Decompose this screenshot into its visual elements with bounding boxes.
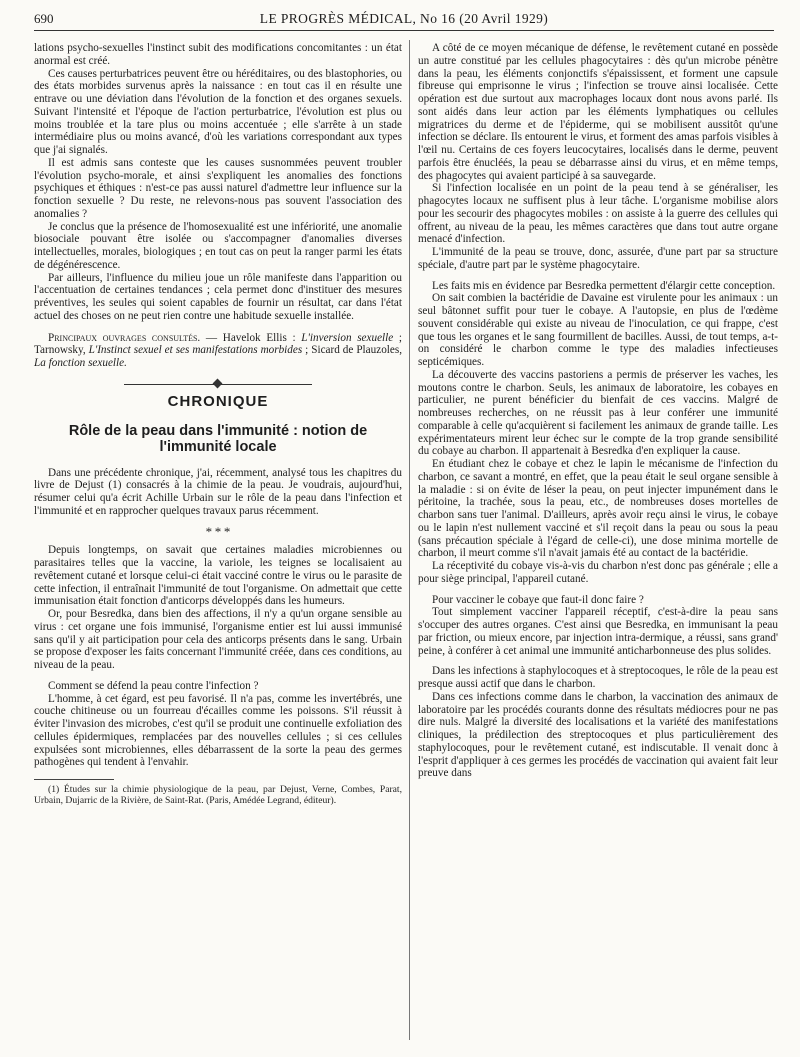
reference-author: — Havelok Ellis : xyxy=(200,331,302,344)
reference-title: L'Instinct sexuel et ses manifestations morbides xyxy=(88,344,303,357)
paragraph: Tout simplement vacciner l'appareil réceptif, c'est-à-dire la peau sans s'occuper des autres organes. C'est ainsi que Besredka, en immunisant la peau par friction, ou mieux encore, par injection intra-dermique, a réussi, sans grand' peine, à conférer à cet animal une immunité anticharbonneuse des plus solides. xyxy=(418,606,778,657)
paragraph: L'homme, à cet égard, est peu favorisé. Il n'a pas, comme les invertébrés, une couche chitineuse ou un fourreau d'écailles comme les poissons. S'il réussit à éviter l'invasion des microbes, c'est qu'il se produit une continuelle exfoliation des cellules épidermiques, remplacées par des nouvelles cellules ; si ces cellules expulsées sont microbiennes, elles débarrassent de la sorte la peau des germes pathogènes qui tendent à l'envahir. xyxy=(34,692,402,769)
page-number: 690 xyxy=(34,11,54,26)
section-heading: CHRONIQUE xyxy=(167,392,269,410)
footnote: (1) Études sur la chimie physiologique de la peau, par Dejust, Verne, Combes, Parat, Urbain, Dujarric de la Rivière, de Saint-Rat. (Paris, Amédée Legrand, éditeur). xyxy=(34,784,402,806)
asterism: * * * xyxy=(205,523,231,539)
paragraph: Or, pour Besredka, dans bien des affections, il n'y a qu'un organe sensible au virus : cet organe une fois immunisé, l'organisme entier est lui aussi immunisé sans qu'il y ait participation pour cela des anticorps présents dans le sang. Urbain se propose d'exposer les faits concernant l'immunité créée, dans ces conditions, au niveau de la peau. xyxy=(34,608,402,671)
paragraph: On sait combien la bactéridie de Davaine est virulente pour les animaux : un seul bâtonnet suffit pour tuer le cobaye. A l'autopsie, en plus de l'œdème souvent considérable qui existe au niveau de l'inoculation, ce qui frappe, c'est que tous les organes et le sang fourmillent de bacilles. Aussi, de tout temps, a-t-on considéré le charbon comme le type des maladies infectieuses septicémiques. xyxy=(418,292,778,368)
paragraph: Il est admis sans conteste que les causes susnommées peuvent troubler l'évolution psycho-morale, et ainsi s'expliquent les anomalies des fonctions psychiques et éthiques : n'est-ce pas aussi naturel d'admettre leur influence sur la fonction sexuelle ? Du reste, ne relevons-nous pas souvent l'association des anomalies ? xyxy=(34,156,402,220)
paragraph: Ces causes perturbatrices peuvent être ou héréditaires, ou des blastophories, ou des états morbides survenus après la naissance : en tout cas il en résulte une entrave ou une déviation dans l'évolution de la fonction et des organes sexuels. Suivant l'intensité et l'époque de l'action perturbatrice, l'évolution est plus ou moins troublée et la tare plus ou moins accentuée ; elle s'arrête à un stade intermédiaire plus ou moins avancé, d'où les variations correspondant aux types que j'ai signalés. xyxy=(34,67,402,156)
paragraph: Si l'infection localisée en un point de la peau tend à se généraliser, les phagocytes locaux ne suffisent plus à leur tâche. L'organisme mobilise alors pour les secourir des phagocytes mobiles : on assiste à la guerre des cellules qui offrent, au niveau de la peau, les mêmes caractères que dans tout autre organe menacé d'infection. xyxy=(418,182,778,246)
running-title: LE PROGRÈS MÉDICAL, No 16 (20 Avril 1929) xyxy=(259,11,549,26)
article-title: Rôle de la peau dans l'immunité : notion de l'immunité locale xyxy=(68,422,368,455)
references xyxy=(34,332,402,370)
question-heading: Comment se défend la peau contre l'infection ? xyxy=(48,679,259,692)
paragraph: L'immunité de la peau se trouve, donc, assurée, d'une part par sa structure spéciale, d'autre part par le système phagocytaire. xyxy=(418,246,778,271)
paragraph: A côté de ce moyen mécanique de défense, le revêtement cutané en possède un autre constitué par les cellules phagocytaires : dès qu'un microbe pénètre dans la peau, les éléments conjonctifs s'épaississent, et forment une capsule fibreuse qui emprisonne le virus ; l'infection se trouve ainsi localisée. Cette opération est due surtout aux macrophages locaux dont nous avons parlé. Ils sont aidés dans leur action par les éléments lymphatiques ou cellules migratrices du derme et de l'épiderme, qui se mobilisent aussitôt qu'une infection se déclare. Ils entourent le virus, et forment des amas parfois visibles à l'œil nu. Certains de ces foyers leucocytaires, localisés dans le derme, peuvent parfois être énucléés, la peau se débarrasse ainsi du virus, et en même temps, des phagocytes qui avaient participé à sa sauvegarde. xyxy=(418,42,778,182)
reference-title: La fonction sexuelle. xyxy=(34,357,127,369)
reference-author: ; Tarnowsky, xyxy=(34,331,403,357)
paragraph: Depuis longtemps, on savait que certaines maladies microbiennes ou parasitaires telles que la vaccine, la variole, les teignes se localisaient au revêtement cutané et lorsque celui-ci était vacciné contre le virus ou le parasite de cette infection, il entraînait l'immunité de tout l'organisme. On admettait que cette immunisation était fonction d'anticorps développés dans les humeurs. xyxy=(34,544,402,608)
paragraph: lations psycho-sexuelles l'instinct subit des modifications concomitantes : un état anormal est créé. xyxy=(34,42,402,67)
paragraph: Je conclus que la présence de l'homosexualité est une infériorité, une anomalie biosociale pouvant être isolée ou s'accompagner d'anomalies diverses intellectuelles, morales, biologiques ; en tout cas on peut la ranger parmi les états de dégénérescence. xyxy=(34,220,402,271)
paragraph: Dans les infections à staphylocoques et à streptocoques, le rôle de la peau est presque aussi actif que dans le charbon. xyxy=(418,665,778,690)
paragraph: Dans une précédente chronique, j'ai, récemment, analysé tous les chapitres du livre de Dejust (1) consacrés à la chimie de la peau. Je voudrais, aujourd'hui, résumer celui qu'a écrit Achille Urbain sur le rôle de la peau dans l'infection et l'immunité et en rapprocher quelques travaux parus récemment. xyxy=(34,466,402,517)
paragraph: La réceptivité du cobaye vis-à-vis du charbon n'est donc pas générale ; elle a pour siège principal, l'appareil cutané. xyxy=(418,560,778,585)
paragraph: Les faits mis en évidence par Besredka permettent d'élargir cette conception. xyxy=(432,279,776,292)
question-heading: Pour vacciner le cobaye que faut-il donc faire ? xyxy=(432,593,644,606)
reference-title: L'inversion sexuelle xyxy=(301,331,394,344)
references-lead: Principaux ouvrages consultés. xyxy=(48,331,201,344)
column-divider xyxy=(409,40,410,1040)
paragraph: Dans ces infections comme dans le charbon, la vaccination des animaux de laboratoire par les procédés courants donne des résultats médiocres pour ne pas dire nuls. Malgré la diversité des localisations et la variété des manifestations cliniques, la prédilection des streptocoques et plus particulièrement des staphylocoques, pour le revêtement cutané, est indiscutable. Il venait donc à l'esprit d'appliquer à ces germes les procédés de vaccination qui avaient fait leur preuve dans xyxy=(418,690,778,780)
paragraph: Par ailleurs, l'influence du milieu joue un rôle manifeste dans l'apparition ou l'accentuation de certaines tendances ; cela permet donc d'instituer des mesures préventives, les seules qui soient capables de fournir un résultat, car dans l'état actuel des choses on ne peut rien contre une habitude sexuelle installée. xyxy=(34,271,402,322)
reference-author: ; Sicard de Plauzoles, xyxy=(302,344,403,357)
left-column xyxy=(34,42,402,806)
footnote-rule xyxy=(34,779,114,780)
paragraph: La découverte des vaccins pastoriens a permis de préserver les vaches, les moutons contre le charbon. Seuls, les animaux de laboratoire, les cobayes en particulier, ne purent bénéficier du bienfait de ces vaccins. Malgré de nombreuses recherches, on ne réussit pas à leur conférer une immunité comparable à celle qu'acquièrent si facilement les animaux de grande taille. Les expérimentateurs mirent leur échec sur le compte de la trop grande sensibilité du cobaye au charbon. Il appartenait à Besredka d'en expliquer la cause. xyxy=(418,368,778,458)
running-header xyxy=(34,8,774,31)
right-column xyxy=(418,42,778,780)
paragraph: En étudiant chez le cobaye et chez le lapin le mécanisme de l'infection du charbon, ce savant a montré, en effet, que la peau était le seul organe sensible à la maladie : si on évite de léser la peau, on peut injecter impunément dans le péritoine, la trachée, sous la peau, etc., de nombreuses doses mortelles de charbon sans tuer l'animal. D'ailleurs, après avoir reçu ainsi le virus, le cobaye ou le lapin n'est nullement vacciné et s'il reçoit dans la peau ou sous la peau (sans précaution spéciale à l'égard de celle-ci), une dose minima mortelle de charbon, il meurt comme s'il n'avait jamais été au contact de la bactéridie. xyxy=(418,458,778,560)
section-ornament xyxy=(34,378,402,392)
